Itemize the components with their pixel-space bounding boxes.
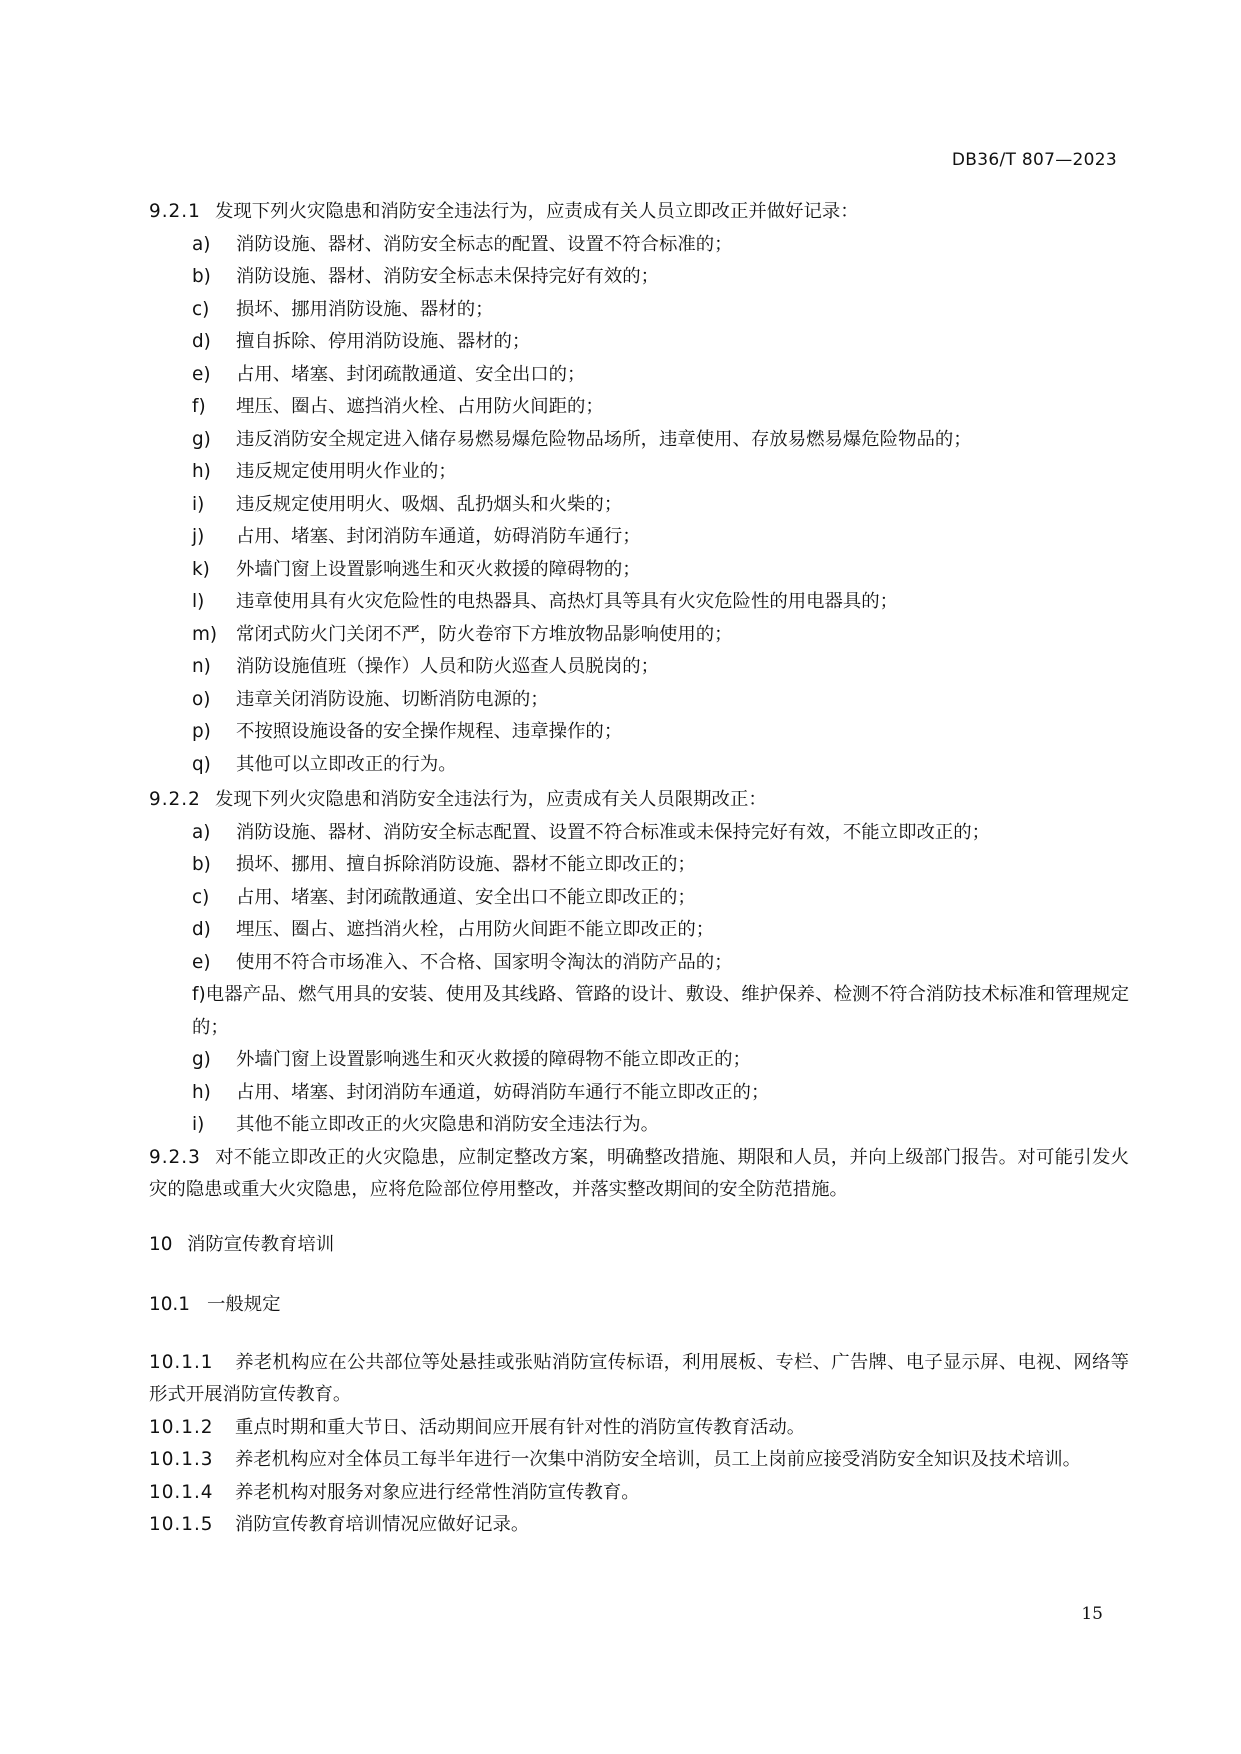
clause-number: 10.1.5 [149,1514,214,1535]
list-item [149,1044,1129,1077]
list-item [149,521,1129,554]
list-item-text: 消防设施值班（操作）人员和防火巡查人员脱岗的； [236,656,659,677]
list-item-text: 损坏、挪用消防设施、器材的； [236,298,494,320]
list-item-text: 占用、堵塞、封闭消防车通道，妨碍消防车通行不能立即改正的； [236,1081,770,1103]
list-item-label: a) [192,821,211,843]
list-item-label: e) [192,951,211,973]
list-item [149,359,1129,392]
list-item [149,1109,1129,1142]
list-item-label: c) [192,298,210,320]
list-item [149,716,1129,749]
list-item [149,326,1129,359]
list-item-label: c) [192,886,210,908]
list-item-text: 不按照设施设备的安全操作规程、违章操作的； [236,721,623,742]
list-item-label: f) [192,984,206,1005]
list-item-label: h) [192,1081,211,1103]
list-item-text: 其他不能立即改正的火灾隐患和消防安全违法行为。 [236,1114,659,1135]
list-item-label: j) [192,526,205,547]
clause-9-2-1 [149,196,1129,229]
list-item-text: 消防设施、器材、消防安全标志未保持完好有效的； [236,266,659,287]
clauses-10-1 [149,1347,1129,1542]
clause-text: 养老机构应对全体员工每半年进行一次集中消防安全培训，员工上岗前应接受消防安全知识及技术培训。 [235,1449,1081,1470]
clause-number: 9.2.1 [149,201,201,222]
clause-text: 养老机构对服务对象应进行经常性消防宣传教育。 [235,1481,640,1503]
list-item [149,261,1129,294]
clause-9-2-2-list [149,817,1129,1142]
list-item-label: d) [192,331,211,352]
list-item-text: 违反规定使用明火、吸烟、乱扔烟头和火柴的； [236,493,623,515]
list-item-label: g) [192,1049,211,1070]
list-item-label: q) [192,753,211,775]
clause-text: 发现下列火灾隐患和消防安全违法行为，应责成有关人员立即改正并做好记录： [215,201,859,222]
list-item [149,684,1129,717]
list-item-text: 违反规定使用明火作业的； [236,461,457,482]
list-item-text: 其他可以立即改正的行为。 [236,753,457,775]
list-item [149,619,1129,652]
page-number: 15 [1081,1604,1103,1624]
clause-text: 养老机构应在公共部位等处悬挂或张贴消防宣传标语，利用展板、专栏、广告牌、电子显示屏、电视、网络等形式开展消防宣传教育。 [149,1351,1129,1405]
list-item [149,651,1129,684]
list-item-text: 外墙门窗上设置影响逃生和灭火救援的障碍物的； [236,558,641,580]
list-item [149,749,1129,782]
list-item-text: 擅自拆除、停用消防设施、器材的； [236,331,531,352]
clause-number: 10.1.2 [149,1416,214,1438]
list-item-label: l) [192,591,205,612]
list-item-text: 消防设施、器材、消防安全标志的配置、设置不符合标准的； [236,233,733,255]
clause-number: 10.1.3 [149,1449,214,1470]
list-item-label: p) [192,721,211,742]
list-item-label: m) [192,623,218,645]
list-item-text: 占用、堵塞、封闭疏散通道、安全出口的； [236,363,586,385]
list-item [149,817,1129,850]
clause-10-1-3 [149,1444,1129,1477]
list-item-text: 电器产品、燃气用具的安装、使用及其线路、管路的设计、敷设、维护保养、检测不符合消防技术标准和管理规定的； [192,984,1129,1038]
list-item-text: 消防设施、器材、消防安全标志配置、设置不符合标准或未保持完好有效，不能立即改正的； [236,821,991,843]
list-item [149,456,1129,489]
list-item-text: 常闭式防火门关闭不严，防火卷帘下方堆放物品影响使用的； [236,623,733,645]
clause-10-1-4 [149,1477,1129,1510]
list-item [149,882,1129,915]
clause-number: 9.2.2 [149,789,201,810]
list-item [149,979,1129,1044]
list-item-text: 占用、堵塞、封闭消防车通道，妨碍消防车通行； [236,526,641,547]
clause-9-2-2 [149,784,1129,817]
clause-10-1-1 [149,1347,1129,1412]
list-item [149,1077,1129,1110]
section-number: 10.1 [149,1293,190,1315]
section-title: 一般规定 [207,1293,281,1315]
clause-text: 发现下列火灾隐患和消防安全违法行为，应责成有关人员限期改正： [215,789,767,810]
document-code: DB36/T 807—2023 [951,150,1117,170]
clause-text: 重点时期和重大节日、活动期间应开展有针对性的消防宣传教育活动。 [235,1416,806,1438]
list-item-label: f) [192,396,206,417]
clause-text: 消防宣传教育培训情况应做好记录。 [235,1514,530,1535]
section-heading-10-1 [149,1289,1129,1321]
clause-number: 10.1.4 [149,1481,214,1503]
list-item-text: 违章使用具有火灾危险性的电热器具、高热灯具等具有火灾危险性的用电器具的； [236,591,899,612]
list-item-label: i) [192,493,205,515]
list-item-text: 占用、堵塞、封闭疏散通道、安全出口不能立即改正的； [236,886,696,908]
list-item [149,229,1129,262]
clause-9-2-3 [149,1142,1129,1207]
page-content [149,196,1129,1542]
list-item [149,294,1129,327]
list-item-label: d) [192,919,211,940]
list-item-label: a) [192,233,211,255]
list-item [149,849,1129,882]
list-item-label: h) [192,461,211,482]
list-item-label: o) [192,688,211,710]
list-item [149,391,1129,424]
list-item-text: 埋压、圈占、遮挡消火栓，占用防火间距不能立即改正的； [236,919,715,940]
list-item [149,586,1129,619]
list-item-text: 埋压、圈占、遮挡消火栓、占用防火间距的； [236,396,604,417]
list-item-label: g) [192,428,211,450]
list-item [149,424,1129,457]
section-number: 10 [149,1233,173,1255]
list-item-label: k) [192,558,210,580]
clause-number: 9.2.3 [149,1146,201,1168]
list-item-label: b) [192,266,211,287]
clause-10-1-5 [149,1509,1129,1542]
list-item [149,554,1129,587]
list-item [149,489,1129,522]
section-heading-10 [149,1229,1129,1261]
clause-10-1-2 [149,1412,1129,1445]
list-item [149,947,1129,980]
clause-text: 对不能立即改正的火灾隐患，应制定整改方案，明确整改措施、期限和人员，并向上级部门报告。对可能引发火灾的隐患或重大火灾隐患，应将危险部位停用整改，并落实整改期间的安全防范措施。 [149,1146,1129,1200]
clause-number: 10.1.1 [149,1351,214,1373]
list-item-text: 损坏、挪用、擅自拆除消防设施、器材不能立即改正的； [236,854,696,875]
list-item-text: 违章关闭消防设施、切断消防电源的； [236,688,549,710]
list-item-label: b) [192,854,211,875]
list-item-text: 使用不符合市场准入、不合格、国家明令淘汰的消防产品的； [236,951,733,973]
list-item [149,914,1129,947]
list-item-label: e) [192,363,211,385]
list-item-label: n) [192,656,211,677]
list-item-text: 违反消防安全规定进入储存易燃易爆危险物品场所，违章使用、存放易燃易爆危险物品的； [236,428,972,450]
list-item-text: 外墙门窗上设置影响逃生和灭火救援的障碍物不能立即改正的； [236,1049,751,1070]
list-item-label: i) [192,1114,205,1135]
section-title: 消防宣传教育培训 [187,1233,335,1255]
clause-9-2-1-list [149,229,1129,782]
